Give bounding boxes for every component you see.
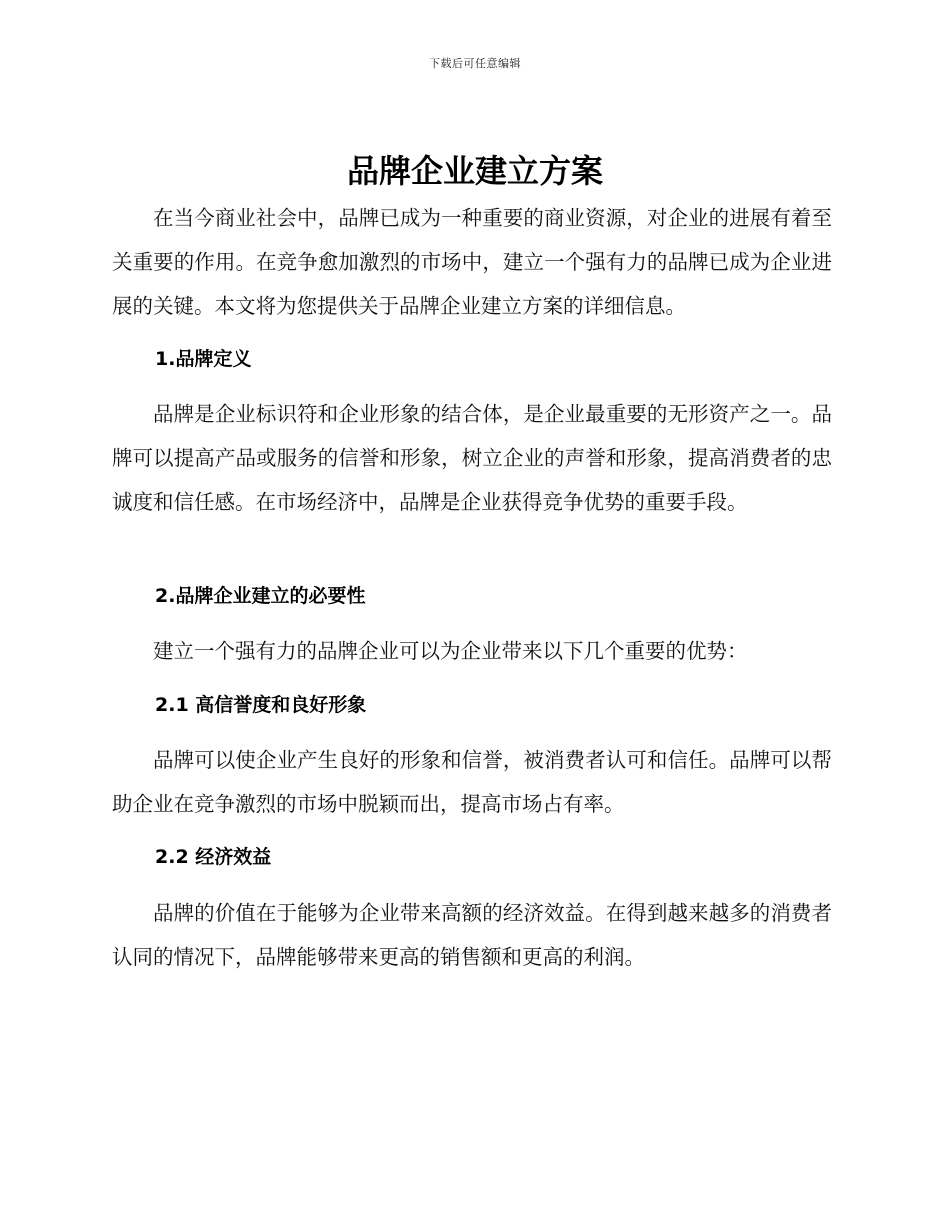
- section-2-paragraph: 建立一个强有力的品牌企业可以为企业带来以下几个重要的优势：: [153, 639, 748, 663]
- section-2-1-heading: 2.1 高信誉度和良好形象: [155, 694, 367, 716]
- intro-paragraph: 在当今商业社会中，品牌已成为一种重要的商业资源，对企业的进展有着至关重要的作用。在竞争愈加激烈的市场中，建立一个强有力的品牌已成为企业进展的关键。本文将为您提供关于品牌企业建立方案的详细信息。: [112, 206, 832, 318]
- page-title: 品牌企业建立方案: [346, 152, 603, 190]
- section-2-heading: 2.品牌企业建立的必要性: [155, 585, 366, 607]
- section-2-2-paragraph: 品牌的价值在于能够为企业带来高额的经济效益。在得到越来越多的消费者认同的情况下，品牌能够带来更高的销售额和更高的利润。: [112, 901, 832, 969]
- header-note: 下载后可任意编辑: [429, 57, 521, 70]
- section-2-2-heading: 2.2 经济效益: [155, 846, 272, 868]
- section-1-heading: 1.品牌定义: [155, 348, 252, 370]
- section-1-paragraph: 品牌是企业标识符和企业形象的结合体，是企业最重要的无形资产之一。品牌可以提高产品或服务的信誉和形象，树立企业的声誉和形象，提高消费者的忠诚度和信任感。在市场经济中，品牌是企业获得竞争优势的重要手段。: [112, 402, 832, 514]
- section-2-1-paragraph: 品牌可以使企业产生良好的形象和信誉，被消费者认可和信任。品牌可以帮助企业在竞争激烈的市场中脱颖而出，提高市场占有率。: [112, 748, 832, 816]
